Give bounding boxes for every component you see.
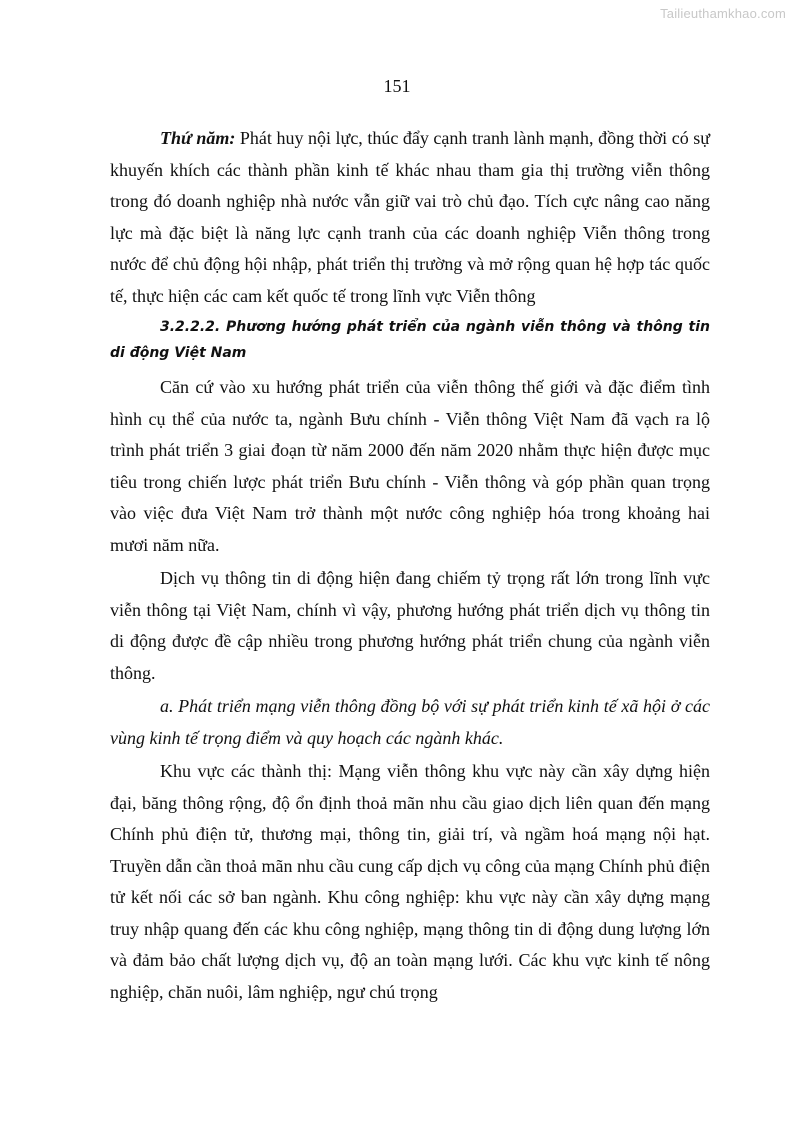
paragraph-mobile-services: Dịch vụ thông tin di động hiện đang chiếm tỷ trọng rất lớn trong lĩnh vực viễn thông tại Việt Nam, chính vì vậy, phương hướng phát triển dịch vụ thông tin di động được đề cập nhiều trong phương hướng phát triển chung của ngành viễn thông. [110, 568, 710, 683]
document-body [110, 123, 710, 1008]
page-number: 151 [383, 76, 411, 96]
paragraph-development-roadmap: Căn cứ vào xu hướng phát triển của viễn thông thế giới và đặc điểm tình hình cụ thể của nước ta, ngành Bưu chính - Viễn thông Việt Nam đã vạch ra lộ trình phát triển 3 giai đoạn từ năm 2000 đến năm 2020 nhằm thực hiện được mục tiêu trong chiến lược phát triển Bưu chính - Viễn thông và góp phần quan trọng vào việc đưa Việt Nam trở thành một nước công nghiệp hóa trong khoảng hai mươi năm nữa. [110, 377, 710, 555]
watermark: Tailieuthamkhao.com [660, 6, 786, 21]
paragraph-lead: Thứ năm: [160, 128, 236, 148]
subheading-a: a. Phát triển mạng viễn thông đồng bộ với sự phát triển kinh tế xã hội ở các vùng kinh tế trọng điểm và quy hoạch các ngành khác. [110, 696, 710, 748]
section-heading: 3.2.2.2. Phương hướng phát triển của ngành viễn thông và thông tin di động Việt Nam [110, 319, 710, 361]
paragraph-thu-nam [110, 123, 710, 312]
paragraph-urban-areas: Khu vực các thành thị: Mạng viễn thông khu vực này cần xây dựng hiện đại, băng thông rộng, độ ổn định thoả mãn nhu cầu giao dịch liên quan đến mạng Chính phủ điện tử, thương mại, thông tin, giải trí, và ngầm hoá mạng nội hạt. Truyền dẫn cần thoả mãn nhu cầu cung cấp dịch vụ công của mạng Chính phủ điện tử kết nối các sở ban ngành. Khu công nghiệp: khu vực này cần xây dựng mạng truy nhập quang đến các khu công nghiệp, mạng thông tin di động dung lượng lớn và đảm bảo chất lượng dịch vụ, độ an toàn mạng lưới. Các khu vực kinh tế nông nghiệp, chăn nuôi, lâm nghiệp, ngư chú trọng [110, 761, 710, 1002]
paragraph-text: Phát huy nội lực, thúc đẩy cạnh tranh lành mạnh, đồng thời có sự khuyến khích các thành phần kinh tế khác nhau tham gia thị trường viễn thông trong đó doanh nghiệp nhà nước vẫn giữ vai trò chủ đạo. Tích cực nâng cao năng lực mà đặc biệt là năng lực cạnh tranh của các doanh nghiệp Viễn thông trong nước để chủ động hội nhập, phát triển thị trường và mở rộng quan hệ hợp tác quốc tế, thực hiện các cam kết quốc tế trong lĩnh vực Viễn thông [110, 128, 711, 306]
